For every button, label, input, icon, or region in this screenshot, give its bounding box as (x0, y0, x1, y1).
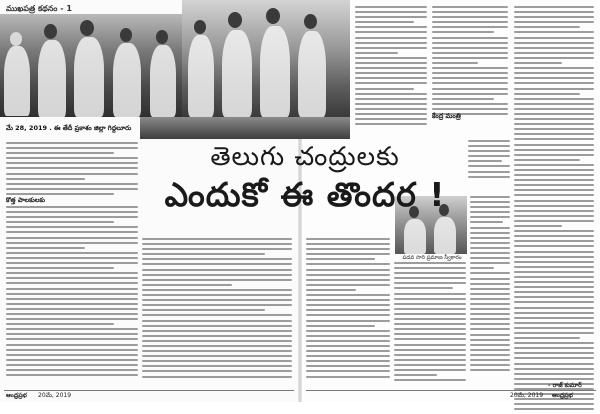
photo-caption: పదవ సారి ప్రమాణ స్వీకారం (402, 255, 462, 261)
date-line: మే 28, 2019 . ఈ తేదీ ప్రకాశం జిల్లా గిద్దలూరు (6, 124, 132, 132)
headline-line-1: తెలుగు చంద్రులకు (210, 142, 400, 172)
footer-rule-right (306, 390, 596, 391)
footer-date-right: 20మే, 2019 (510, 392, 544, 399)
footer-date-left: 20మే, 2019 (38, 392, 72, 399)
group-photo-left (0, 14, 182, 117)
footer-rule-left (4, 390, 294, 391)
body-column-5 (432, 6, 508, 118)
subhead-2: కేంద్ర మంత్రి (432, 112, 461, 120)
photo-strip (140, 117, 350, 139)
body-column-7 (468, 140, 510, 181)
headline-line-2: ఎందుకో ఈ తొందర ! (164, 175, 446, 214)
author-signature: - రాజ్ కుమార్ (548, 382, 582, 389)
body-column-4 (355, 6, 427, 128)
footer-brand-left: ఆంధ్రప్రభ (6, 392, 27, 399)
body-column-2 (142, 238, 292, 381)
headline (150, 142, 460, 214)
body-column-1b (6, 206, 138, 379)
footer-brand-right: ఆంధ్రప్రభ (552, 392, 573, 399)
body-column-8 (470, 196, 510, 374)
body-column-9 (394, 262, 466, 384)
body-column-3 (306, 238, 390, 381)
body-column-1 (6, 142, 138, 198)
section-label: ముఖపత్ర కథనం - 1 (6, 4, 72, 13)
group-photo-right (182, 0, 350, 117)
subhead-1: కొత్త పాలకులకు (6, 196, 46, 204)
body-column-6 (514, 6, 594, 414)
